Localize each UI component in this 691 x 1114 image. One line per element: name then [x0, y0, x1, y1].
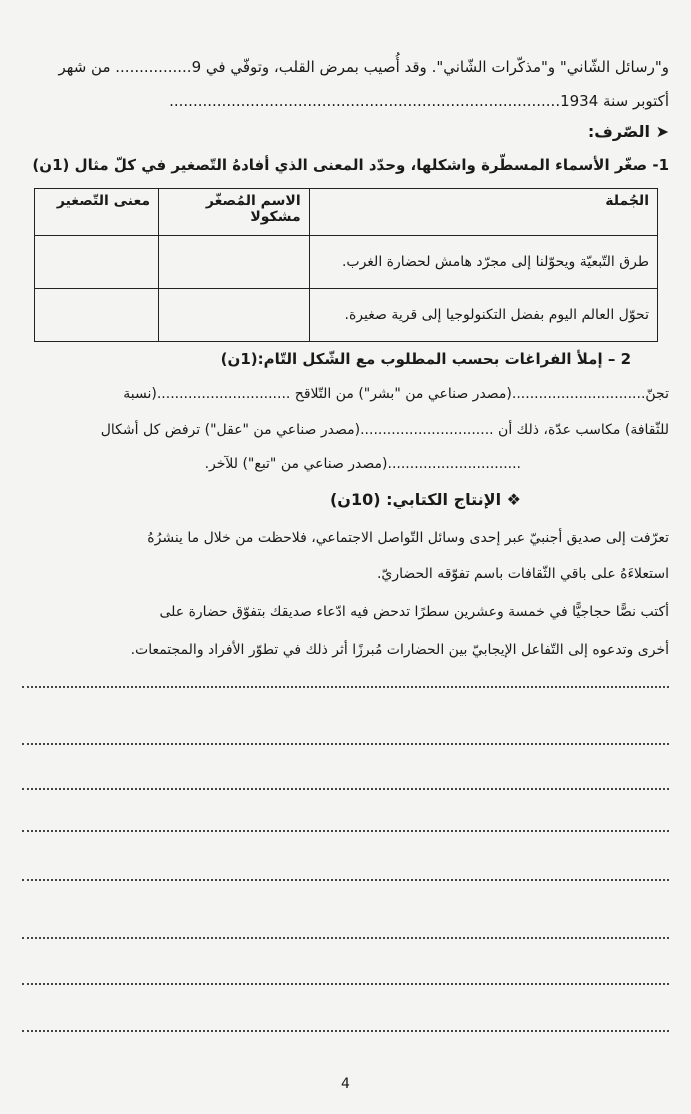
table-row: [35, 289, 658, 342]
answer-line[interactable]: [22, 743, 669, 745]
tasghir-table: [34, 188, 658, 342]
table-header-row: [35, 189, 658, 236]
answer-cell[interactable]: [35, 236, 159, 289]
answer-line[interactable]: [22, 983, 669, 985]
intro-line-1: و"رسائل الشّاني" و"مذكّرات الشّاني". وقد أُصيب بمرض القلب، وتوفّي في 9................ من شهر: [58, 58, 669, 76]
table-header: الاسم المُصغّر مشكولا: [159, 189, 310, 236]
answer-cell[interactable]: [159, 289, 310, 342]
page-number: 4: [341, 1076, 350, 1092]
answer-cell[interactable]: [35, 289, 159, 342]
sarf-question-1: 1- صغّر الأسماء المسطّرة واشكلها، وحدّد المعنى الذي أفادهُ التّصغير في كلّ مثال (1ن): [32, 156, 669, 174]
intro-line-2: أكتوبر سنة 1934..................................................................................: [169, 92, 669, 110]
fill-line-1: تجنّ..............................(مصدر صناعي من "بشر") من التّلاقح ..............................(نسبة: [123, 386, 669, 402]
answer-line[interactable]: [22, 830, 669, 832]
fill-line-2: للثّقافة) مكاسب عدّة، ذلك أن ..............................(مصدر صناعي من "عقل") ترفض كل أشكال: [100, 422, 669, 438]
answer-cell[interactable]: [159, 236, 310, 289]
table-header: الجُملة: [309, 189, 657, 236]
table-row: [35, 236, 658, 289]
table-header: معنى التّصغير: [35, 189, 159, 236]
sarf-question-2: 2 – إملأ الفراغات بحسب المطلوب مع الشّكل التّام:(1ن): [220, 350, 631, 368]
writing-paragraph-1b: استعلاءَهُ على باقي الثّقافات باسم تفوّقه الحضاريّ.: [376, 566, 669, 582]
answer-line[interactable]: [22, 879, 669, 881]
table-cell: طرق التّبعيّة ويحوّلنا إلى مجرّد هامش لحضارة الغرب.: [309, 236, 657, 289]
writing-paragraph-2a: أكتب نصًّا حجاجيًّا في خمسة وعشرين سطرًا تدحض فيه ادّعاء صديقك بتفوّق حضارة على: [159, 604, 669, 620]
answer-line[interactable]: [22, 1030, 669, 1032]
writing-heading: ❖ الإنتاج الكتابي: (10ن): [329, 490, 521, 509]
answer-line[interactable]: [22, 686, 669, 688]
fill-line-3: ..............................(مصدر صناعي من "تبع") للآخر.: [204, 456, 521, 472]
answer-line[interactable]: [22, 788, 669, 790]
sarf-heading: ➤ الصّرف:: [587, 122, 669, 141]
answer-line[interactable]: [22, 937, 669, 939]
table-cell: تحوّل العالم اليوم بفضل التكنولوجيا إلى قرية صغيرة.: [309, 289, 657, 342]
writing-paragraph-2b: أخرى وتدعوه إلى التّفاعل الإيجابيّ بين الحضارات مُبرزًا أثر ذلك في تطوّر الأفراد والمجتمعات.: [130, 642, 669, 658]
writing-paragraph-1a: تعرّفت إلى صديق أجنبيّ عبر إحدى وسائل التّواصل الاجتماعي، فلاحظت من خلال ما ينشرُهُ: [147, 530, 669, 546]
